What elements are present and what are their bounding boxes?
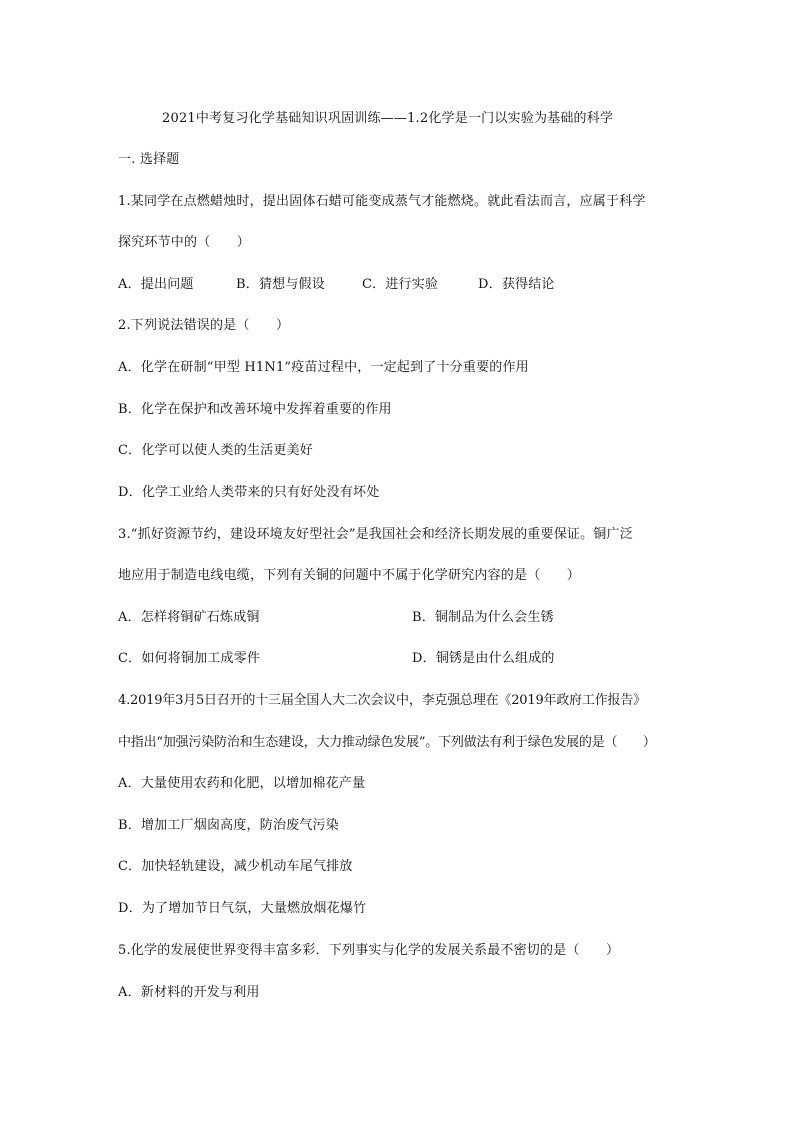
question-4-stem-line-2: 中指出“加强污染防治和生态建设，大力推动绿色发展”。下列做法有利于绿色发展的是（ ）: [118, 735, 656, 750]
question-2-stem: 2.下列说法错误的是（ ）: [118, 318, 290, 333]
question-5-stem: 5.化学的发展使世界变得丰富多彩．下列事实与化学的发展关系最不密切的是（ ）: [118, 943, 620, 958]
question-1-option-b: B．猜想与假设: [236, 277, 325, 292]
question-2-option-c: C．化学可以使人类的生活更美好: [118, 443, 313, 458]
question-3-stem-line-2: 地应用于制造电线电缆，下列有关铜的问题中不属于化学研究内容的是（ ）: [118, 568, 581, 583]
question-3-option-d: D．铜锈是由什么组成的: [412, 651, 555, 666]
question-2-option-b: B．化学在保护和改善环境中发挥着重要的作用: [118, 402, 392, 417]
question-1-options: [118, 276, 555, 294]
question-5-option-a: A．新材料的开发与利用: [118, 985, 260, 1000]
question-4-stem-line-1: 4.2019年3月5日召开的十三届全国人大二次会议中，李克强总理在《2019年政府工作报告》: [118, 693, 646, 708]
question-4-option-c: C．加快轻轨建设，减少机动车尾气排放: [118, 859, 353, 874]
question-1-option-a: A．提出问题: [118, 277, 194, 292]
question-3-option-c: C．如何将铜加工成零件: [118, 651, 261, 666]
question-3-options-row-2: [118, 650, 555, 668]
question-3-stem-line-1: 3.“抓好资源节约，建设环境友好型社会”是我国社会和经济长期发展的重要保证。铜广泛: [118, 527, 633, 542]
question-1-stem-line-2: 探究环节中的（ ）: [118, 235, 251, 250]
section-heading: 一. 选择题: [118, 152, 180, 167]
question-3-options-row-1: [118, 609, 554, 627]
question-4-option-b: B．增加工厂烟囱高度，防治废气污染: [118, 818, 339, 833]
question-4-option-a: A．大量使用农药和化肥，以增加棉花产量: [118, 776, 366, 791]
question-3-option-b: B．铜制品为什么会生锈: [412, 610, 554, 625]
question-4-option-d: D．为了增加节日气氛，大量燃放烟花爆竹: [118, 901, 367, 916]
question-1-stem-line-1: 1.某同学在点燃蜡烛时，提出固体石蜡可能变成蒸气才能燃烧。就此看法而言，应属于科学: [118, 194, 646, 209]
question-2-option-d: D．化学工业给人类带来的只有好处没有坏处: [118, 485, 380, 500]
document-title: 2021中考复习化学基础知识巩固训练——1.2化学是一门以实验为基础的科学: [162, 111, 614, 126]
question-3-option-a: A．怎样将铜矿石炼成铜: [118, 610, 260, 625]
question-1-option-c: C．进行实验: [362, 277, 439, 292]
question-1-option-d: D．获得结论: [478, 277, 555, 292]
question-2-option-a: A．化学在研制“甲型 H1N1”疫苗过程中，一定起到了十分重要的作用: [118, 360, 529, 375]
